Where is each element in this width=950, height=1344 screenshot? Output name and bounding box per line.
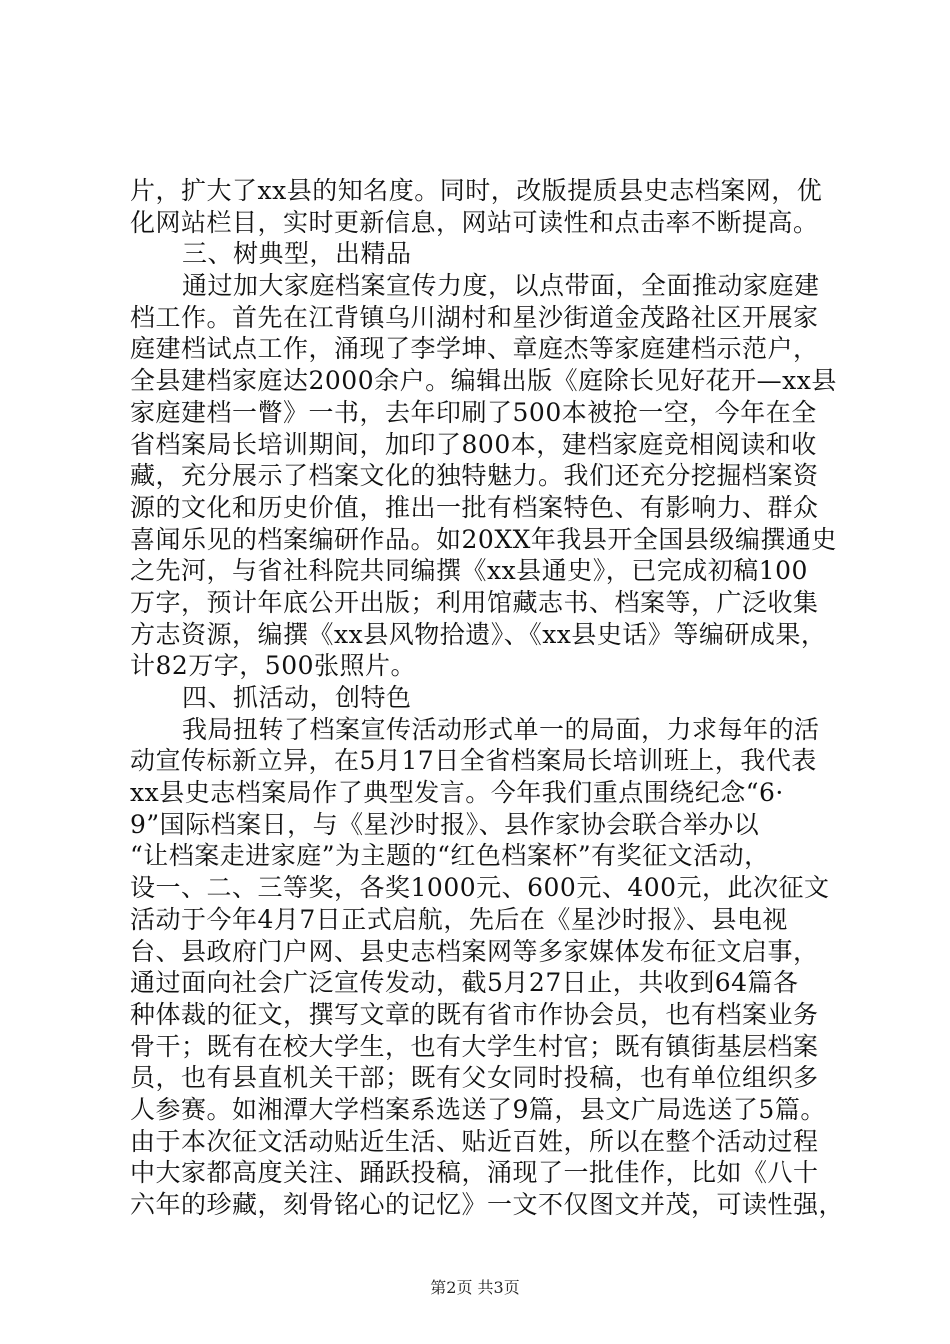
text-line: xx县史志档案局作了典型发言。今年我们重点围绕纪念“6· [130,778,784,808]
text-line: 员，也有县直机关干部；既有父女同时投稿，也有单位组织多 [130,1063,819,1093]
text-line: 动宣传标新立异，在5月17日全省档案局长培训班上，我代表 [130,746,817,776]
text-line: 藏，充分展示了档案文化的独特魅力。我们还充分挖掘档案资 [130,461,819,491]
text-line: 人参赛。如湘潭大学档案系选送了9篇，县文广局选送了5篇。 [130,1094,826,1124]
text-line: 庭建档试点工作，涌现了李学坤、章庭杰等家庭建档示范户， [130,334,819,364]
text-line: 六年的珍藏，刻骨铭心的记忆》一文不仅图文并茂，可读性强， [130,1190,845,1219]
text-line: 化网站栏目，实时更新信息，网站可读性和点击率不断提高。 [130,207,819,237]
text-line: “让档案走进家庭”为主题的“红色档案杯”有奖征文活动， [130,841,770,871]
text-line: 中大家都高度关注、踊跃投稿，涌现了一批佳作，比如《八十 [130,1158,819,1188]
paragraph-first-line: 通过加大家庭档案宣传力度，以点带面，全面推动家庭建 [182,271,820,301]
text-line: 种体裁的征文，撰写文章的既有省市作协会员，也有档案业务 [130,999,819,1029]
text-line: 骨干；既有在校大学生，也有大学生村官；既有镇街基层档案 [130,1031,819,1061]
section-heading: 四、抓活动，创特色 [182,683,412,712]
document-body [130,175,854,1221]
text-line: 之先河，与省社科院共同编撰《xx县通史》，已完成初稿100 [130,556,808,586]
text-line: 通过面向社会广泛宣传发动，截5月27日止，共收到64篇各 [130,968,799,998]
text-line: 档工作。首先在江背镇乌川湖村和星沙街道金茂路社区开展家 [130,302,819,332]
text-line: 源的文化和历史价值，推出一批有档案特色、有影响力、群众 [130,492,819,522]
text-line: 全县建档家庭达2000余户。编辑出版《庭除长见好花开—xx县 [130,366,837,396]
text-line: 台、县政府门户网、县史志档案网等多家媒体发布征文启事， [130,936,819,966]
text-line: 方志资源，编撰《xx县风物拾遗》、《xx县史话》等编研成果， [130,619,827,649]
text-line: 喜闻乐见的档案编研作品。如20XX年我县开全国县级编撰通史 [130,524,837,554]
text-line: 9”国际档案日，与《星沙时报》、县作家协会联合举办以 [130,809,760,839]
text-line: 活动于今年4月7日正式启航，先后在《星沙时报》、县电视 [130,904,788,934]
text-line: 万字，预计年底公开出版；利用馆藏志书、档案等，广泛收集 [130,587,819,617]
text-line: 省档案局长培训期间，加印了800本，建档家庭竞相阅读和收 [130,429,817,459]
section-heading: 三、树典型，出精品 [182,239,412,269]
text-line: 由于本次征文活动贴近生活、贴近百姓，所以在整个活动过程 [130,1126,819,1156]
page-footer: 第2页 共3页 [430,1278,520,1297]
paragraph-first-line: 我局扭转了档案宣传活动形式单一的局面，力求每年的活 [182,714,820,744]
text-line: 设一、二、三等奖，各奖1000元、600元、400元，此次征文 [130,873,830,903]
text-line: 计82万字，500张照片。 [130,651,417,681]
text-line: 片，扩大了xx县的知名度。同时，改版提质县史志档案网，优 [130,176,823,205]
text-line: 家庭建档一瞥》一书，去年印刷了500本被抢一空，今年在全 [130,397,817,427]
